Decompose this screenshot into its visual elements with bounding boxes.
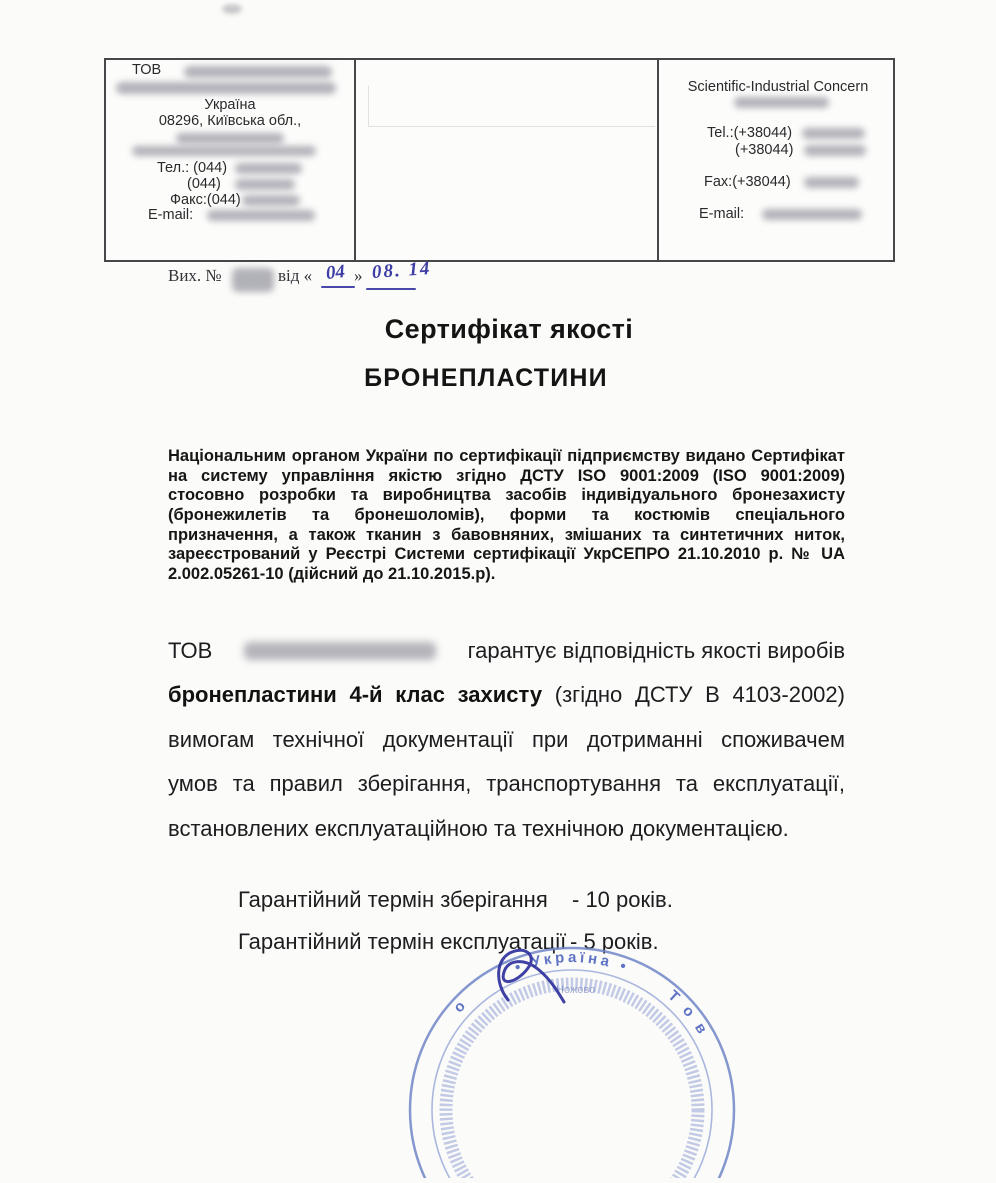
redacted-org-name	[734, 97, 829, 108]
company-prefix: ТОВ	[132, 62, 162, 78]
body-line-4: умов та правил зберігання, транспортування та експлуатації,	[168, 771, 845, 797]
redacted-company-name	[184, 66, 332, 78]
body-line-2	[168, 673, 845, 717]
date-from-word: від «	[278, 266, 313, 285]
handwriting-underline-day	[321, 286, 355, 288]
redacted-outgoing-number	[232, 268, 274, 292]
intl-phone2-label: (+38044)	[735, 142, 794, 158]
paragraph-line: зареєстрований у Реєстрі Системи сертифікації УкрСЕПРО 21.10.2010 р. № UA	[168, 545, 845, 564]
stamp-country-arc-text: • Україна •	[512, 948, 632, 977]
stamp-arc-left-fragment: о	[450, 995, 472, 1017]
document-title: Сертифікат якості	[384, 314, 634, 344]
handwritten-date: 08. 14	[371, 257, 433, 284]
postal-line: 08296, Київська обл.,	[158, 113, 302, 129]
document-subtitle: БРОНЕПЛАСТИНИ	[364, 364, 608, 392]
redacted-address-1	[176, 133, 284, 144]
body-line-1-text: гарантує відповідність якості виробів	[467, 638, 845, 664]
redacted-address-2	[132, 146, 316, 156]
round-stamp	[408, 938, 742, 1040]
fax-label: Факс:(044)	[170, 192, 241, 208]
phone2-label: (044)	[187, 176, 221, 192]
paragraph-line: (бронежилетів та бронешоломів), форми та костюмів спеціального	[168, 506, 845, 525]
redacted-phone-2	[235, 179, 295, 190]
stamp-microtext-band	[446, 984, 698, 1178]
redacted-intl-phone-2	[804, 145, 866, 156]
guarantee-row-storage	[238, 886, 548, 914]
handwritten-day: 04	[324, 261, 346, 284]
scan-smudge	[222, 4, 242, 14]
table-divider-left	[354, 60, 356, 260]
storage-term-value: - 10 років.	[572, 887, 673, 912]
letterhead-table	[104, 58, 895, 262]
guarantee-statement	[168, 629, 845, 851]
redacted-intl-fax	[804, 177, 859, 188]
certification-paragraph	[168, 447, 845, 585]
paragraph-line: стосовно розробки та виробництва засобів індивідуального бронезахисту	[168, 486, 845, 505]
paragraph-line: Національним органом України по сертифікації підприємству видано Сертифікат	[168, 447, 845, 465]
redacted-body-company-name	[244, 642, 436, 660]
service-term-value: - 5 років.	[570, 929, 659, 954]
redacted-fax	[242, 195, 300, 206]
body-company-prefix: ТОВ	[168, 638, 213, 664]
handwriting-underline-date	[366, 288, 416, 290]
intl-email-label: E-mail:	[699, 206, 745, 222]
redacted-phone-1	[235, 163, 302, 174]
body-line-1	[168, 629, 845, 673]
storage-term-label: Гарантійний термін зберігання	[238, 887, 548, 912]
body-line-5: встановлених експлуатаційною та технічною документацією.	[168, 815, 789, 841]
redacted-email	[207, 210, 315, 221]
email-label: E-mail:	[148, 207, 194, 223]
redacted-company-name-2	[116, 82, 336, 94]
paragraph-line: призначення, а також тканин з бавовняних, змішаних та синтетичних ниток,	[168, 525, 845, 544]
intl-phone-label: Tel.:(+38044)	[707, 125, 793, 141]
redacted-intl-email	[762, 209, 862, 220]
phone-label: Тел.: (044)	[157, 160, 228, 176]
country-label: Україна	[204, 97, 256, 113]
stamp-company-arc-text: Т о в	[664, 987, 713, 1040]
body-line-3: вимогам технічної документації при дотриманні споживачем	[168, 726, 845, 752]
redacted-intl-phone-1	[802, 128, 865, 139]
paragraph-line: 2.002.05261-10 (дійсний до 21.10.2015.р).	[168, 565, 496, 584]
closing-quote: »	[354, 266, 363, 285]
stamp-inner-faint-text: Ножово	[556, 984, 596, 996]
product-class-bold: бронепластини 4-й клас захисту	[168, 682, 543, 708]
outgoing-number-label: Вих. №	[168, 266, 222, 285]
standard-reference: (згідно ДСТУ В 4103-2002)	[554, 682, 845, 708]
org-english-name: Scientific-Industrial Concern	[687, 79, 869, 95]
intl-fax-label: Fax:(+38044)	[704, 174, 791, 190]
faded-logo-ghost	[368, 86, 655, 127]
paragraph-line: на систему управління якістю згідно ДСТУ ISO 9001:2009 (ISO 9001:2009)	[168, 466, 845, 485]
service-term-label: Гарантійний термін експлуатації	[238, 929, 567, 954]
